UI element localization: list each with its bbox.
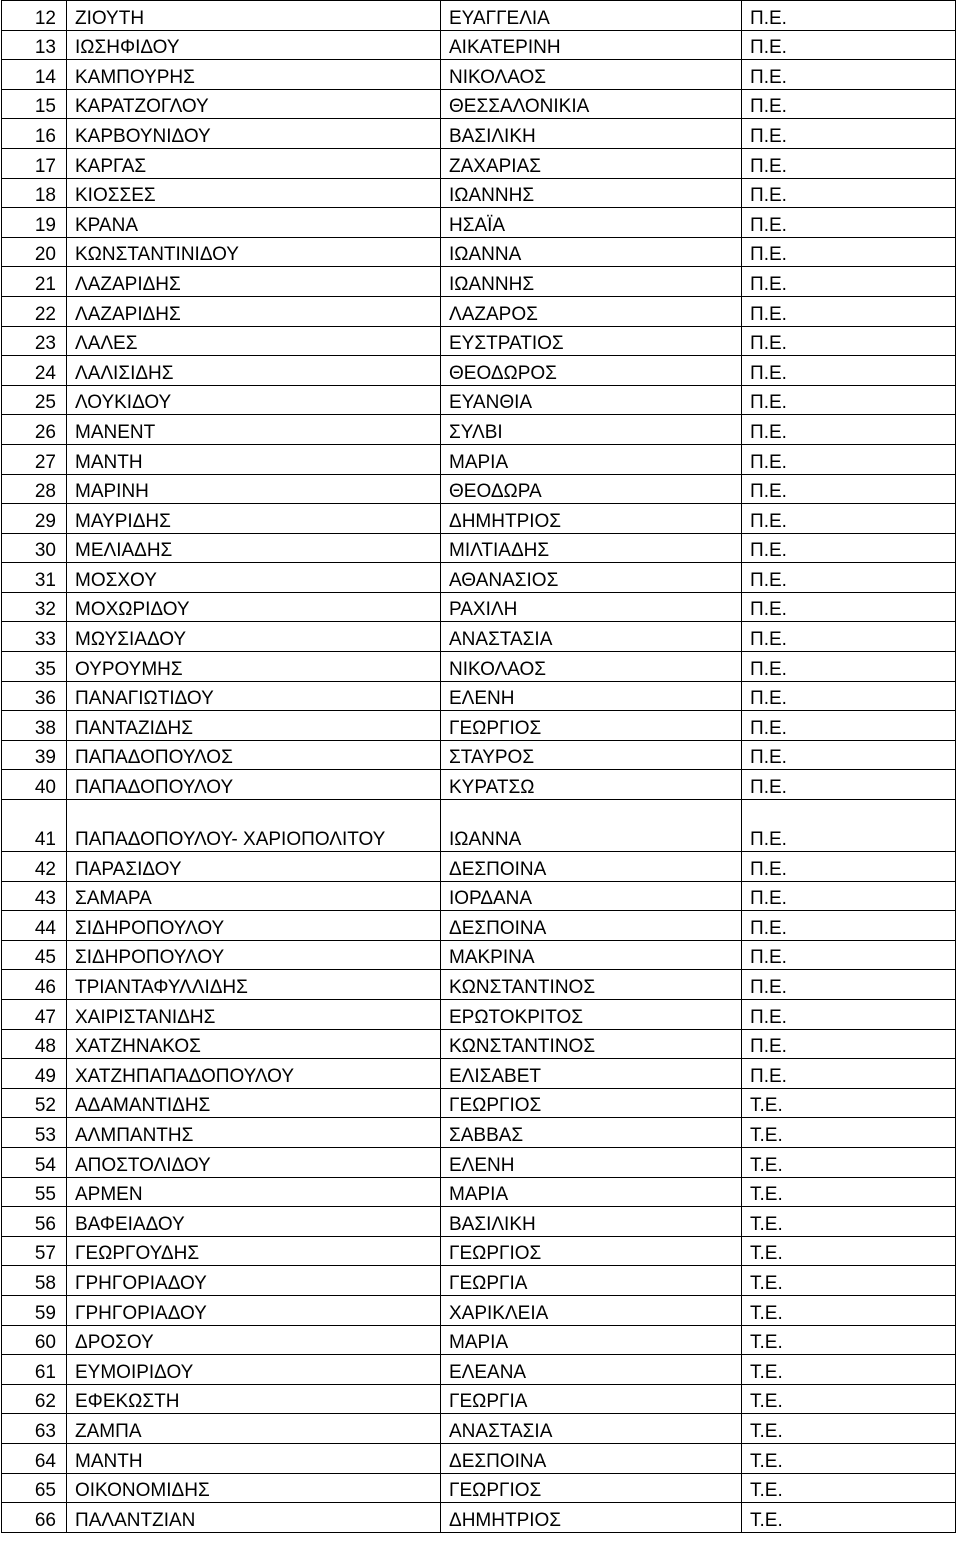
first-name-cell: ΜΑΡΙΑ — [441, 1325, 742, 1355]
surname-cell: ΣΙΔΗΡΟΠΟΥΛΟΥ — [67, 911, 441, 941]
category-cell: Π.Ε. — [742, 148, 956, 178]
table-row — [2, 800, 956, 852]
first-name-cell: ΡΑΧΙΛΗ — [441, 592, 742, 622]
row-number: 48 — [2, 1029, 67, 1059]
table-row — [2, 740, 956, 770]
category-cell: Π.Ε. — [742, 592, 956, 622]
category-cell: Π.Ε. — [742, 533, 956, 563]
surname-cell: ΓΡΗΓΟΡΙΑΔΟΥ — [67, 1295, 441, 1325]
surname-cell: ΠΑΡΑΣΙΔΟΥ — [67, 852, 441, 882]
category-cell: Π.Ε. — [742, 1029, 956, 1059]
first-name-cell: ΙΩΑΝΝΑ — [441, 800, 742, 852]
table-row — [2, 1118, 956, 1148]
surname-cell: ΤΡΙΑΝΤΑΦΥΛΛΙΔΗΣ — [67, 970, 441, 1000]
first-name-cell: ΘΕΟΔΩΡΑ — [441, 474, 742, 504]
category-cell: Τ.Ε. — [742, 1207, 956, 1237]
first-name-cell: ΔΕΣΠΟΙΝΑ — [441, 852, 742, 882]
surname-cell: ΚΙΟΣΣΕΣ — [67, 178, 441, 208]
surname-cell: ΣΑΜΑΡΑ — [67, 881, 441, 911]
category-cell: Π.Ε. — [742, 296, 956, 326]
table-row — [2, 119, 956, 149]
table-row — [2, 1355, 956, 1385]
category-cell: Π.Ε. — [742, 356, 956, 386]
first-name-cell: ΕΛΕΑΝΑ — [441, 1355, 742, 1385]
table-row — [2, 622, 956, 652]
row-number: 52 — [2, 1088, 67, 1118]
staff-table-body — [2, 1, 956, 1533]
category-cell: Τ.Ε. — [742, 1236, 956, 1266]
row-number: 18 — [2, 178, 67, 208]
category-cell: Π.Ε. — [742, 711, 956, 741]
first-name-cell: ΜΑΡΙΑ — [441, 444, 742, 474]
table-row — [2, 296, 956, 326]
table-row — [2, 681, 956, 711]
category-cell: Π.Ε. — [742, 178, 956, 208]
row-number: 15 — [2, 89, 67, 119]
category-cell: Π.Ε. — [742, 770, 956, 800]
row-number: 12 — [2, 1, 67, 31]
surname-cell: ΜΑΡΙΝΗ — [67, 474, 441, 504]
table-row — [2, 415, 956, 445]
table-row — [2, 30, 956, 60]
row-number: 47 — [2, 1000, 67, 1030]
table-row — [2, 267, 956, 297]
first-name-cell: ΕΛΙΣΑΒΕΤ — [441, 1059, 742, 1089]
table-row — [2, 652, 956, 682]
surname-cell: ΜΟΣΧΟΥ — [67, 563, 441, 593]
row-number: 13 — [2, 30, 67, 60]
row-number: 60 — [2, 1325, 67, 1355]
category-cell: Π.Ε. — [742, 444, 956, 474]
row-number: 26 — [2, 415, 67, 445]
first-name-cell: ΔΗΜΗΤΡΙΟΣ — [441, 504, 742, 534]
category-cell: Τ.Ε. — [742, 1295, 956, 1325]
first-name-cell: ΒΑΣΙΛΙΚΗ — [441, 119, 742, 149]
surname-cell: ΚΡΑΝΑ — [67, 208, 441, 238]
category-cell: Π.Ε. — [742, 237, 956, 267]
first-name-cell: ΕΛΕΝΗ — [441, 1147, 742, 1177]
row-number: 58 — [2, 1266, 67, 1296]
table-row — [2, 1147, 956, 1177]
row-number: 54 — [2, 1147, 67, 1177]
surname-cell: ΠΑΝΤΑΖΙΔΗΣ — [67, 711, 441, 741]
row-number: 66 — [2, 1503, 67, 1533]
surname-cell: ΚΑΡΓΑΣ — [67, 148, 441, 178]
table-row — [2, 1266, 956, 1296]
category-cell: Τ.Ε. — [742, 1414, 956, 1444]
category-cell: Π.Ε. — [742, 681, 956, 711]
category-cell: Π.Ε. — [742, 474, 956, 504]
category-cell: Τ.Ε. — [742, 1443, 956, 1473]
table-row — [2, 1473, 956, 1503]
category-cell: Τ.Ε. — [742, 1473, 956, 1503]
surname-cell: ΛΑΛΕΣ — [67, 326, 441, 356]
surname-cell: ΕΦΕΚΩΣΤΗ — [67, 1384, 441, 1414]
surname-cell: ΑΠΟΣΤΟΛΙΔΟΥ — [67, 1147, 441, 1177]
category-cell: Τ.Ε. — [742, 1355, 956, 1385]
category-cell: Π.Ε. — [742, 911, 956, 941]
surname-cell: ΑΛΜΠΑΝΤΗΣ — [67, 1118, 441, 1148]
surname-cell: ΑΔΑΜΑΝΤΙΔΗΣ — [67, 1088, 441, 1118]
first-name-cell: ΓΕΩΡΓΙΟΣ — [441, 1236, 742, 1266]
row-number: 22 — [2, 296, 67, 326]
first-name-cell: ΝΙΚΟΛΑΟΣ — [441, 652, 742, 682]
table-row — [2, 385, 956, 415]
first-name-cell: ΕΡΩΤΟΚΡΙΤΟΣ — [441, 1000, 742, 1030]
table-row — [2, 148, 956, 178]
row-number: 24 — [2, 356, 67, 386]
first-name-cell: ΧΑΡΙΚΛΕΙΑ — [441, 1295, 742, 1325]
first-name-cell: ΜΑΚΡΙΝΑ — [441, 940, 742, 970]
surname-cell: ΖΙΟΥΤΗ — [67, 1, 441, 31]
category-cell: Τ.Ε. — [742, 1325, 956, 1355]
surname-cell: ΛΟΥΚΙΔΟΥ — [67, 385, 441, 415]
surname-cell: ΛΑΖΑΡΙΔΗΣ — [67, 296, 441, 326]
category-cell: Π.Ε. — [742, 326, 956, 356]
table-row — [2, 852, 956, 882]
row-number: 46 — [2, 970, 67, 1000]
table-row — [2, 504, 956, 534]
table-row — [2, 178, 956, 208]
row-number: 21 — [2, 267, 67, 297]
table-row — [2, 89, 956, 119]
surname-cell: ΚΑΡΑΤΖΟΓΛΟΥ — [67, 89, 441, 119]
surname-cell: ΖΑΜΠΑ — [67, 1414, 441, 1444]
surname-cell: ΟΙΚΟΝΟΜΙΔΗΣ — [67, 1473, 441, 1503]
row-number: 23 — [2, 326, 67, 356]
category-cell: Π.Ε. — [742, 740, 956, 770]
surname-cell: ΙΩΣΗΦΙΔΟΥ — [67, 30, 441, 60]
category-cell: Τ.Ε. — [742, 1088, 956, 1118]
surname-cell: ΚΑΜΠΟΥΡΗΣ — [67, 60, 441, 90]
category-cell: Π.Ε. — [742, 852, 956, 882]
first-name-cell: ΕΥΑΝΘΙΑ — [441, 385, 742, 415]
category-cell: Π.Ε. — [742, 622, 956, 652]
row-number: 56 — [2, 1207, 67, 1237]
category-cell: Π.Ε. — [742, 119, 956, 149]
table-row — [2, 563, 956, 593]
table-row — [2, 1059, 956, 1089]
table-row — [2, 1325, 956, 1355]
row-number: 62 — [2, 1384, 67, 1414]
row-number: 14 — [2, 60, 67, 90]
first-name-cell: ΜΑΡΙΑ — [441, 1177, 742, 1207]
category-cell: Π.Ε. — [742, 970, 956, 1000]
row-number: 27 — [2, 444, 67, 474]
table-row — [2, 1088, 956, 1118]
table-row — [2, 1503, 956, 1533]
category-cell: Π.Ε. — [742, 940, 956, 970]
category-cell: Π.Ε. — [742, 1059, 956, 1089]
first-name-cell: ΑΙΚΑΤΕΡΙΝΗ — [441, 30, 742, 60]
first-name-cell: ΑΘΑΝΑΣΙΟΣ — [441, 563, 742, 593]
table-row — [2, 326, 956, 356]
row-number: 25 — [2, 385, 67, 415]
surname-cell: ΒΑΦΕΙΑΔΟΥ — [67, 1207, 441, 1237]
staff-table — [1, 0, 956, 1533]
row-number: 29 — [2, 504, 67, 534]
category-cell: Π.Ε. — [742, 30, 956, 60]
first-name-cell: ΕΥΑΓΓΕΛΙΑ — [441, 1, 742, 31]
category-cell: Π.Ε. — [742, 267, 956, 297]
surname-cell: ΠΑΛΑΝΤΖΙΑΝ — [67, 1503, 441, 1533]
surname-cell: ΕΥΜΟΙΡΙΔΟΥ — [67, 1355, 441, 1385]
first-name-cell: ΙΩΑΝΝΗΣ — [441, 267, 742, 297]
surname-cell: ΛΑΖΑΡΙΔΗΣ — [67, 267, 441, 297]
row-number: 30 — [2, 533, 67, 563]
table-row — [2, 474, 956, 504]
first-name-cell: ΔΕΣΠΟΙΝΑ — [441, 911, 742, 941]
first-name-cell: ΚΩΝΣΤΑΝΤΙΝΟΣ — [441, 970, 742, 1000]
first-name-cell: ΝΙΚΟΛΑΟΣ — [441, 60, 742, 90]
row-number: 16 — [2, 119, 67, 149]
category-cell: Π.Ε. — [742, 563, 956, 593]
first-name-cell: ΣΥΛΒΙ — [441, 415, 742, 445]
first-name-cell: ΕΛΕΝΗ — [441, 681, 742, 711]
category-cell: Τ.Ε. — [742, 1147, 956, 1177]
surname-cell: ΜΑΥΡΙΔΗΣ — [67, 504, 441, 534]
first-name-cell: ΘΕΣΣΑΛΟΝΙΚΙΑ — [441, 89, 742, 119]
first-name-cell: ΙΟΡΔΑΝΑ — [441, 881, 742, 911]
row-number: 38 — [2, 711, 67, 741]
row-number: 33 — [2, 622, 67, 652]
category-cell: Π.Ε. — [742, 800, 956, 852]
row-number: 65 — [2, 1473, 67, 1503]
first-name-cell: ΣΑΒΒΑΣ — [441, 1118, 742, 1148]
table-row — [2, 237, 956, 267]
row-number: 32 — [2, 592, 67, 622]
row-number: 28 — [2, 474, 67, 504]
row-number: 49 — [2, 1059, 67, 1089]
table-row — [2, 1414, 956, 1444]
table-row — [2, 444, 956, 474]
category-cell: Τ.Ε. — [742, 1384, 956, 1414]
row-number: 17 — [2, 148, 67, 178]
row-number: 40 — [2, 770, 67, 800]
surname-cell: ΛΑΛΙΣΙΔΗΣ — [67, 356, 441, 386]
table-row — [2, 1295, 956, 1325]
table-row — [2, 770, 956, 800]
category-cell: Τ.Ε. — [742, 1118, 956, 1148]
table-row — [2, 592, 956, 622]
row-number: 35 — [2, 652, 67, 682]
table-row — [2, 881, 956, 911]
category-cell: Τ.Ε. — [742, 1503, 956, 1533]
table-row — [2, 1000, 956, 1030]
first-name-cell: ΓΕΩΡΓΙΟΣ — [441, 1088, 742, 1118]
surname-cell: ΧΑΤΖΗΝΑΚΟΣ — [67, 1029, 441, 1059]
row-number: 20 — [2, 237, 67, 267]
surname-cell: ΜΑΝΕΝΤ — [67, 415, 441, 445]
row-number: 42 — [2, 852, 67, 882]
surname-cell: ΜΑΝΤΗ — [67, 1443, 441, 1473]
row-number: 53 — [2, 1118, 67, 1148]
row-number: 55 — [2, 1177, 67, 1207]
first-name-cell: ΚΥΡΑΤΣΩ — [441, 770, 742, 800]
surname-cell: ΧΑΙΡΙΣΤΑΝΙΔΗΣ — [67, 1000, 441, 1030]
surname-cell: ΠΑΝΑΓΙΩΤΙΔΟΥ — [67, 681, 441, 711]
row-number: 36 — [2, 681, 67, 711]
surname-cell: ΚΑΡΒΟΥΝΙΔΟΥ — [67, 119, 441, 149]
surname-cell: ΑΡΜΕΝ — [67, 1177, 441, 1207]
surname-cell: ΓΡΗΓΟΡΙΑΔΟΥ — [67, 1266, 441, 1296]
first-name-cell: ΓΕΩΡΓΙΑ — [441, 1266, 742, 1296]
row-number: 63 — [2, 1414, 67, 1444]
surname-cell: ΠΑΠΑΔΟΠΟΥΛΟΥ — [67, 770, 441, 800]
category-cell: Π.Ε. — [742, 208, 956, 238]
table-row — [2, 1029, 956, 1059]
first-name-cell: ΖΑΧΑΡΙΑΣ — [441, 148, 742, 178]
category-cell: Π.Ε. — [742, 652, 956, 682]
surname-cell: ΔΡΟΣΟΥ — [67, 1325, 441, 1355]
category-cell: Π.Ε. — [742, 60, 956, 90]
table-row — [2, 1443, 956, 1473]
category-cell: Π.Ε. — [742, 881, 956, 911]
surname-cell: ΓΕΩΡΓΟΥΔΗΣ — [67, 1236, 441, 1266]
table-row — [2, 911, 956, 941]
first-name-cell: ΙΩΑΝΝΗΣ — [441, 178, 742, 208]
surname-cell: ΣΙΔΗΡΟΠΟΥΛΟΥ — [67, 940, 441, 970]
row-number: 19 — [2, 208, 67, 238]
table-row — [2, 1207, 956, 1237]
first-name-cell: ΔΕΣΠΟΙΝΑ — [441, 1443, 742, 1473]
first-name-cell: ΙΩΑΝΝΑ — [441, 237, 742, 267]
row-number: 64 — [2, 1443, 67, 1473]
category-cell: Π.Ε. — [742, 415, 956, 445]
surname-cell: ΟΥΡΟΥΜΗΣ — [67, 652, 441, 682]
first-name-cell: ΑΝΑΣΤΑΣΙΑ — [441, 622, 742, 652]
surname-cell: ΠΑΠΑΔΟΠΟΥΛΟΥ- ΧΑΡΙΟΠΟΛΙΤΟΥ — [67, 800, 441, 852]
table-row — [2, 1236, 956, 1266]
first-name-cell: ΛΑΖΑΡΟΣ — [441, 296, 742, 326]
table-row — [2, 533, 956, 563]
category-cell: Π.Ε. — [742, 385, 956, 415]
table-row — [2, 356, 956, 386]
first-name-cell: ΗΣΑΪΑ — [441, 208, 742, 238]
table-row — [2, 970, 956, 1000]
table-row — [2, 1177, 956, 1207]
table-row — [2, 940, 956, 970]
surname-cell: ΚΩΝΣΤΑΝΤΙΝΙΔΟΥ — [67, 237, 441, 267]
row-number: 45 — [2, 940, 67, 970]
category-cell: Π.Ε. — [742, 1, 956, 31]
category-cell: Π.Ε. — [742, 89, 956, 119]
surname-cell: ΜΩΥΣΙΑΔΟΥ — [67, 622, 441, 652]
first-name-cell: ΚΩΝΣΤΑΝΤΙΝΟΣ — [441, 1029, 742, 1059]
category-cell: Τ.Ε. — [742, 1266, 956, 1296]
first-name-cell: ΓΕΩΡΓΙΑ — [441, 1384, 742, 1414]
first-name-cell: ΣΤΑΥΡΟΣ — [441, 740, 742, 770]
row-number: 44 — [2, 911, 67, 941]
row-number: 41 — [2, 800, 67, 852]
table-row — [2, 208, 956, 238]
first-name-cell: ΕΥΣΤΡΑΤΙΟΣ — [441, 326, 742, 356]
row-number: 61 — [2, 1355, 67, 1385]
first-name-cell: ΘΕΟΔΩΡΟΣ — [441, 356, 742, 386]
row-number: 39 — [2, 740, 67, 770]
first-name-cell: ΓΕΩΡΓΙΟΣ — [441, 1473, 742, 1503]
table-row — [2, 1384, 956, 1414]
first-name-cell: ΔΗΜΗΤΡΙΟΣ — [441, 1503, 742, 1533]
category-cell: Π.Ε. — [742, 504, 956, 534]
surname-cell: ΧΑΤΖΗΠΑΠΑΔΟΠΟΥΛΟΥ — [67, 1059, 441, 1089]
row-number: 57 — [2, 1236, 67, 1266]
table-row — [2, 1, 956, 31]
table-row — [2, 60, 956, 90]
first-name-cell: ΑΝΑΣΤΑΣΙΑ — [441, 1414, 742, 1444]
first-name-cell: ΒΑΣΙΛΙΚΗ — [441, 1207, 742, 1237]
surname-cell: ΠΑΠΑΔΟΠΟΥΛΟΣ — [67, 740, 441, 770]
table-row — [2, 711, 956, 741]
surname-cell: ΜΟΧΩΡΙΔΟΥ — [67, 592, 441, 622]
row-number: 59 — [2, 1295, 67, 1325]
category-cell: Π.Ε. — [742, 1000, 956, 1030]
row-number: 43 — [2, 881, 67, 911]
surname-cell: ΜΕΛΙΑΔΗΣ — [67, 533, 441, 563]
surname-cell: ΜΑΝΤΗ — [67, 444, 441, 474]
row-number: 31 — [2, 563, 67, 593]
first-name-cell: ΜΙΛΤΙΑΔΗΣ — [441, 533, 742, 563]
category-cell: Τ.Ε. — [742, 1177, 956, 1207]
first-name-cell: ΓΕΩΡΓΙΟΣ — [441, 711, 742, 741]
